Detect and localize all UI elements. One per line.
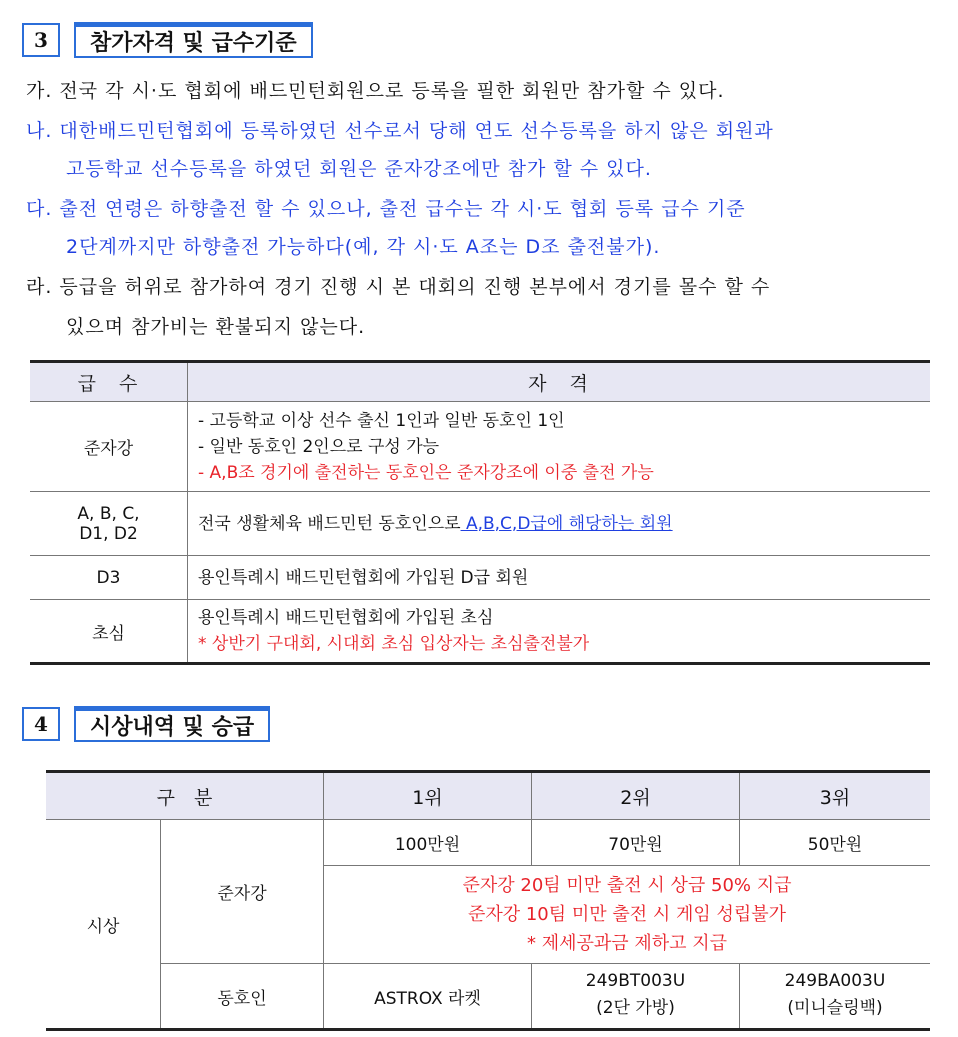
section-title: 시상내역 및 승급 xyxy=(74,706,270,742)
grade-cell xyxy=(30,492,188,556)
rule-da-line2: 2단계까지만 하향출전 가능하다(예, 각 시·도 A조는 D조 출전불가). xyxy=(66,236,661,258)
prize-line: (2단 가방) xyxy=(596,998,675,1018)
qualification-line: 용인특례시 배드민턴협회에 가입된 초심 xyxy=(198,608,494,628)
section-number: 3 xyxy=(22,23,60,57)
qualification-cell: 용인특례시 배드민턴협회에 가입된 D급 회원 xyxy=(188,556,931,600)
grade-line: A, B, C, xyxy=(77,503,140,524)
table-row xyxy=(30,556,930,600)
rule-na-line1: 나. 대한배드민턴협회에 등록하였던 선수로서 당해 연도 선수등록을 하지 않은 회원과 xyxy=(26,120,774,142)
prize-line: 249BA003U xyxy=(784,971,886,991)
header-qualification: 자 격 xyxy=(188,362,931,402)
qualification-text: 전국 생활체육 배드민턴 동호인으로 xyxy=(198,513,461,534)
qualification-cell xyxy=(188,492,931,556)
qualification-line: - 일반 동호인 2인으로 구성 가능 xyxy=(198,436,440,457)
prize-cell: 70만원 xyxy=(532,820,740,866)
qualification-cell xyxy=(188,600,931,664)
category-cell: 시상 xyxy=(46,820,161,1030)
qualification-note: * 상반기 구대회, 시대회 초심 입상자는 초심출전불가 xyxy=(198,634,590,654)
prize-line: 249BT003U xyxy=(585,971,686,991)
header-second: 2위 xyxy=(532,772,740,820)
rule-ga: 가. 전국 각 시·도 협회에 배드민턴회원으로 등록을 필한 회원만 참가할 수 있다. xyxy=(26,80,725,102)
qualification-note: - A,B조 경기에 출전하는 동호인은 준자강조에 이중 출전 가능 xyxy=(198,462,654,483)
table-row xyxy=(30,492,930,556)
prize-cell: ASTROX 라켓 xyxy=(324,964,532,1030)
grade-cell: 초심 xyxy=(30,600,188,664)
table-row xyxy=(30,402,930,492)
prize-note: * 제세공과금 제하고 지급 xyxy=(526,933,728,954)
rule-ra-line2: 있으며 참가비는 환불되지 않는다. xyxy=(66,316,366,338)
division-cell: 동호인 xyxy=(161,964,324,1030)
rule-da-line1: 다. 출전 연령은 하향출전 할 수 있으나, 출전 급수는 각 시·도 협회 등록 급수 기준 xyxy=(26,198,746,220)
section-number: 4 xyxy=(22,707,60,741)
table-row xyxy=(30,600,930,664)
header-grade: 급 수 xyxy=(30,362,188,402)
header-category: 구 분 xyxy=(46,772,324,820)
header-first: 1위 xyxy=(324,772,532,820)
prize-cell xyxy=(532,964,740,1030)
grade-cell: D3 xyxy=(30,556,188,600)
section-4-heading xyxy=(22,706,270,742)
prize-cell xyxy=(740,964,931,1030)
prize-notes xyxy=(324,866,931,964)
section-3-heading xyxy=(22,22,313,58)
qualification-cell xyxy=(188,402,931,492)
rule-na-line2: 고등학교 선수등록을 하였던 회원은 준자강조에만 참가 할 수 있다. xyxy=(66,158,652,180)
qualification-table xyxy=(30,360,930,665)
header-third: 3위 xyxy=(740,772,931,820)
grade-cell: 준자강 xyxy=(30,402,188,492)
prize-line: (미니슬링백) xyxy=(787,998,883,1018)
section-title: 참가자격 및 급수기준 xyxy=(74,22,313,58)
rule-ra-line1: 라. 등급을 허위로 참가하여 경기 진행 시 본 대회의 진행 본부에서 경기를 몰수 할 수 xyxy=(26,276,771,298)
division-cell: 준자강 xyxy=(161,820,324,964)
grade-line: D1, D2 xyxy=(79,523,138,544)
prize-cell: 100만원 xyxy=(324,820,532,866)
awards-table xyxy=(46,770,930,1031)
table-row xyxy=(46,964,930,1030)
prize-note: 준자강 10팀 미만 출전 시 게임 성립불가 xyxy=(467,904,787,925)
table-header-row xyxy=(30,362,930,402)
qualification-line: - 고등학교 이상 선수 출신 1인과 일반 동호인 1인 xyxy=(198,410,565,431)
table-header-row xyxy=(46,772,930,820)
prize-note: 준자강 20팀 미만 출전 시 상금 50% 지급 xyxy=(462,875,792,896)
table-row xyxy=(46,820,930,866)
prize-cell: 50만원 xyxy=(740,820,931,866)
grade-link[interactable]: A,B,C,D급에 해당하는 회원 xyxy=(460,513,673,534)
